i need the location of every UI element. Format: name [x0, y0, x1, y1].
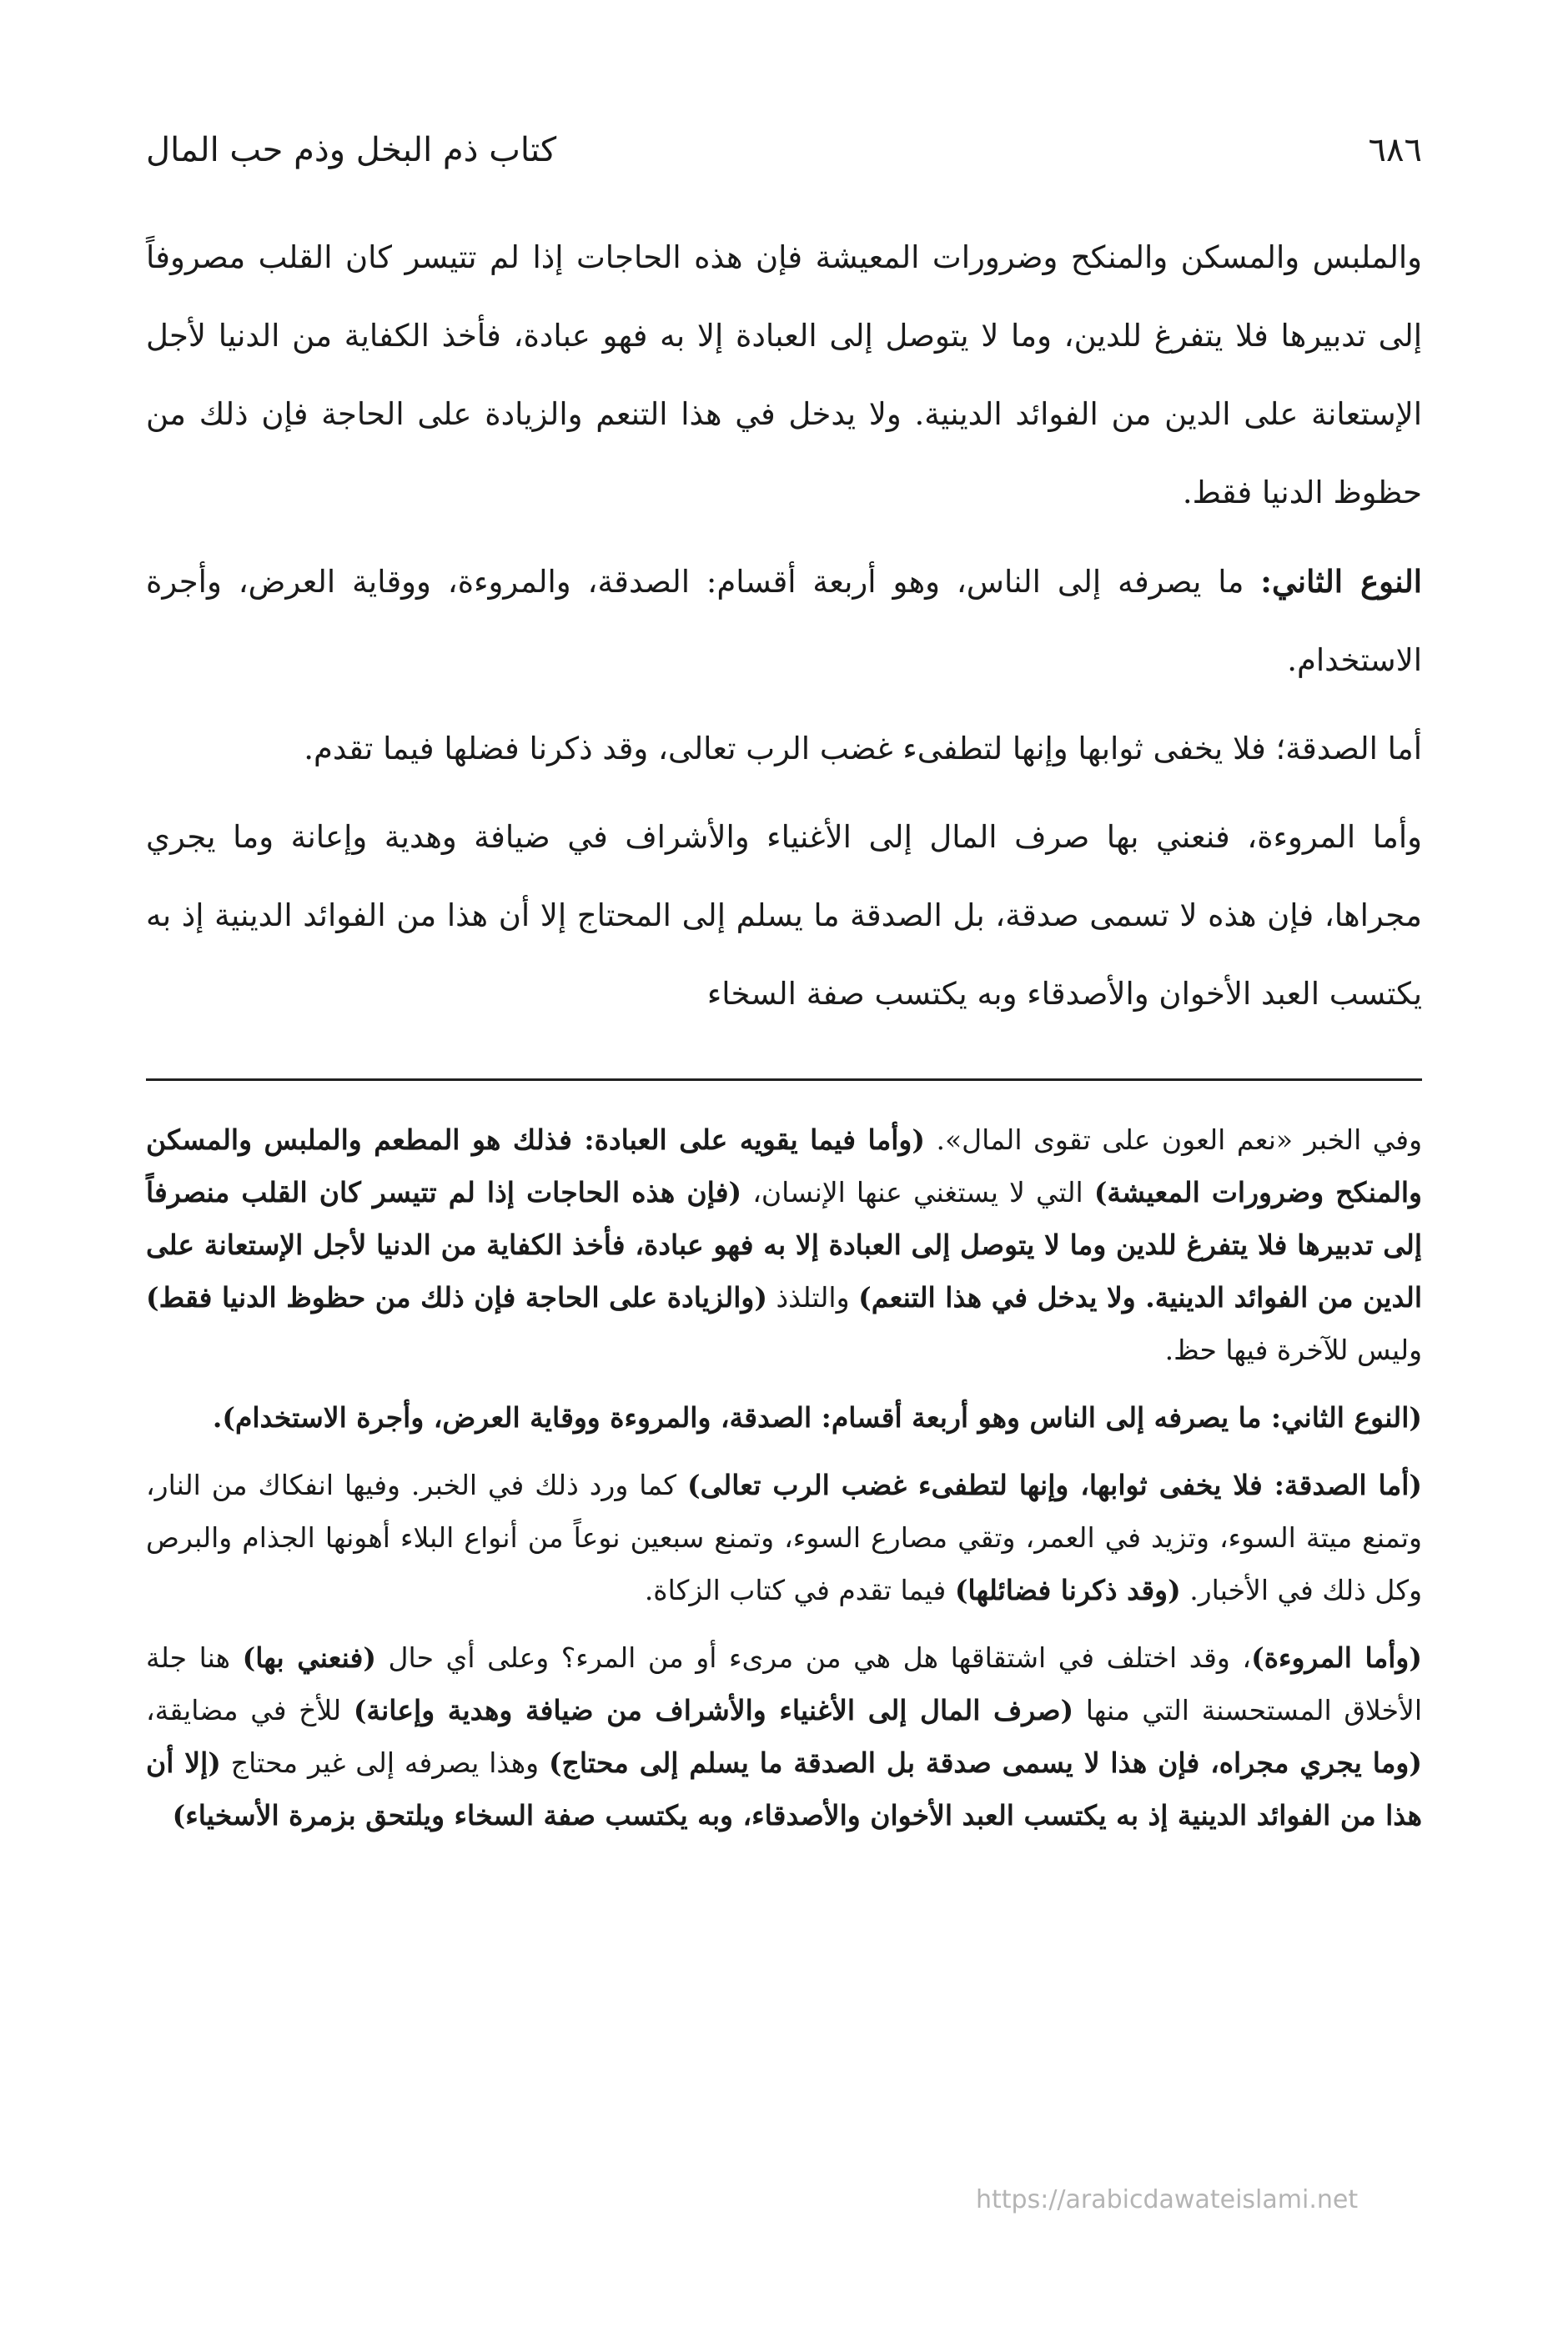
page-header	[146, 125, 1422, 175]
text-run: فيما تقدم في كتاب الزكاة.	[644, 1574, 955, 1606]
quoted-text: (وقد ذكرنا فضائلها)	[954, 1574, 1181, 1606]
quoted-text: (والزيادة على الحاجة فإن ذلك من حظوظ الدنيا فقط)	[146, 1281, 767, 1314]
text-run: هنا جلة الأخلاق المستحسنة التي منها	[146, 1641, 1422, 1726]
main-text	[146, 219, 1422, 1043]
commentary-paragraph	[146, 1459, 1422, 1616]
text-run: التي لا يستغني عنها الإنسان،	[741, 1176, 1094, 1209]
quoted-text: (وأما المروءة)	[1251, 1641, 1422, 1674]
text-run: وهذا يصرفه إلى غير محتاج	[220, 1746, 549, 1779]
quoted-text: (أما الصدقة: فلا يخفى ثوابها، وإنها لتطفىء غضب الرب تعالى)	[687, 1469, 1423, 1501]
text-run: وفي الخبر «نعم العون على تقوى المال».	[924, 1123, 1422, 1156]
text-run: والتلذذ	[766, 1281, 859, 1314]
text-run: ما يصرفه إلى الناس، وهو أربعة أقسام: الصدقة، والمروءة، ووقاية العرض، وأجرة الاستخدام.	[146, 564, 1422, 678]
commentary-paragraph	[146, 1631, 1422, 1842]
quoted-text: (فنعني بها)	[242, 1641, 376, 1674]
main-paragraph: والملبس والمسكن والمنكح وضرورات المعيشة فإن هذه الحاجات إذا لم تتيسر كان القلب مصروفاً إلى تدبيرها فلا يتفرغ للدين، وما لا يتوصل إلى العبادة إلا به فهو عبادة، فأخذ الكفاية من الدنيا لأجل الإستعانة على الدين من الفوائد الدينية. ولا يدخل في هذا التنعم والزيادة على الحاجة فإن ذلك من حظوظ الدنيا فقط.	[146, 239, 1422, 510]
watermark-url: https://arabicdawateislami.net	[976, 2185, 1359, 2214]
main-paragraph: أما الصدقة؛ فلا يخفى ثوابها وإنها لتطفىء غضب الرب تعالى، وقد ذكرنا فضلها فيما تقدم.	[304, 731, 1422, 766]
quoted-text: (إلا أن هذا من الفوائد الدينية إذ به يكتسب العبد الأخوان والأصدقاء، وبه يكتسب صفة السخاء ويلتحق بزمرة الأسخياء)	[146, 1746, 1422, 1832]
main-paragraph	[146, 542, 1422, 700]
commentary	[146, 1113, 1422, 1857]
quoted-text: (صرف المال إلى الأغنياء والأشراف من ضيافة وهدية وإعانة)	[353, 1694, 1074, 1726]
main-paragraph: وأما المروءة، فنعني بها صرف المال إلى الأغنياء والأشراف في ضيافة وهدية وإعانة وما يجري مجراها، فإن هذه لا تسمى صدقة، بل الصدقة ما يسلم إلى المحتاج إلا أن هذا من الفوائد الدينية إذ به يكتسب العبد الأخوان والأصدقاء وبه يكتسب صفة السخاء	[146, 819, 1422, 1012]
quoted-text: (وما يجري مجراه، فإن هذا لا يسمى صدقة بل الصدقة ما يسلم إلى محتاج)	[548, 1746, 1422, 1779]
footnote-divider	[146, 1078, 1422, 1081]
text-run: ، وقد اختلف في اشتقاقها هل هي من مرىء أو من المرء؟ وعلى أي حال	[375, 1641, 1252, 1674]
commentary-paragraph	[146, 1113, 1422, 1376]
quoted-text: (وأما فيما يقويه على العبادة: فذلك هو المطعم والملبس والمسكن والمنكح وضرورات المعيشة)	[146, 1123, 1422, 1209]
section-lead: النوع الثاني:	[1260, 563, 1423, 600]
text-run: وليس للآخرة فيها حظ.	[1164, 1334, 1422, 1366]
text-run: للأخ في مضايقة،	[146, 1694, 354, 1726]
running-title: كتاب ذم البخل وذم حب المال	[146, 131, 557, 169]
commentary-paragraph: (النوع الثاني: ما يصرفه إلى الناس وهو أربعة أقسام: الصدقة، والمروءة ووقاية العرض، وأجرة الاستخدام).	[212, 1401, 1422, 1434]
quoted-text: (فإن هذه الحاجات إذا لم تتيسر كان القلب منصرفاً إلى تدبيرها فلا يتفرغ للدين وما لا يتوصل إلى العبادة إلا به فهو عبادة، فأخذ الكفاية من الدنيا لأجل الإستعانة على الدين من الفوائد الدينية. ولا يدخل في هذا التنعم)	[146, 1176, 1422, 1314]
text-run: كما ورد ذلك في الخبر. وفيها انفكاك من النار، وتمنع ميتة السوء، وتزيد في العمر، وتقي مصارع السوء، وتمنع سبعين نوعاً من أنواع البلاء أهونها الجذام والبرص وكل ذلك في الأخبار.	[146, 1469, 1422, 1606]
page-number: ٦٨٦	[1368, 131, 1422, 169]
